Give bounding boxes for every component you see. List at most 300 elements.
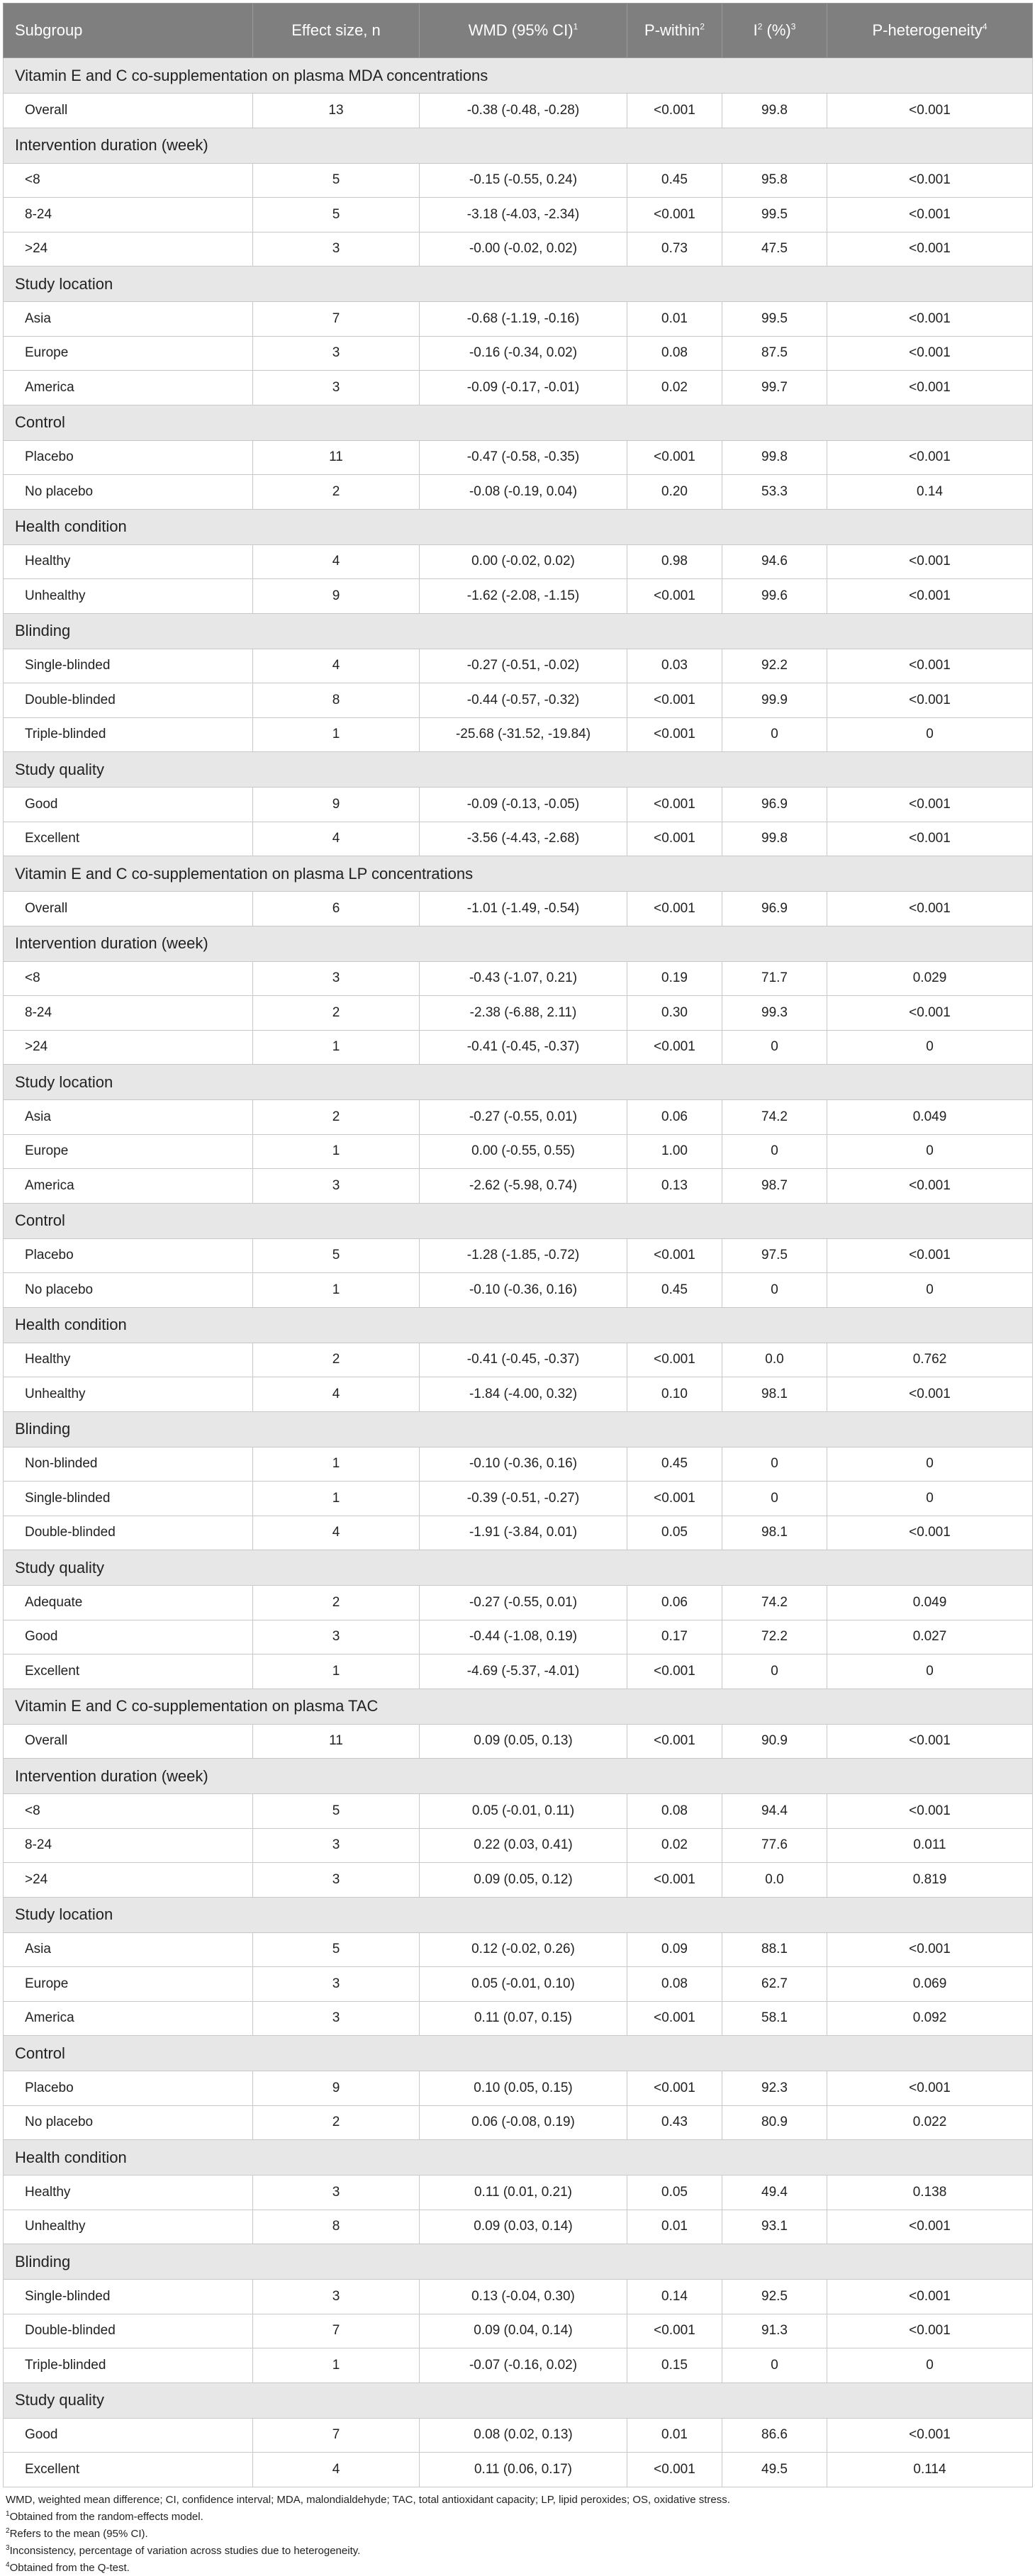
cell-subgroup: Single-blinded <box>4 1482 253 1516</box>
table-row <box>4 1273 1033 1308</box>
cell-p-within: <0.001 <box>627 683 722 718</box>
cell-effect-size: 1 <box>253 1134 420 1169</box>
cell-effect-size: 3 <box>253 1863 420 1898</box>
table-row <box>4 1030 1033 1065</box>
cell-effect-size: 2 <box>253 1100 420 1135</box>
cell-subgroup: Europe <box>4 1134 253 1169</box>
cell-wmd: -0.09 (-0.17, -0.01) <box>420 371 627 405</box>
cell-p-heterogeneity: 0 <box>827 1654 1033 1689</box>
cell-effect-size: 3 <box>253 961 420 996</box>
cell-i2: 0 <box>722 1273 827 1308</box>
cell-subgroup: No placebo <box>4 475 253 510</box>
cell-effect-size: 4 <box>253 2453 420 2487</box>
cell-p-within: 1.00 <box>627 1134 722 1169</box>
cell-wmd: -0.47 (-0.58, -0.35) <box>420 440 627 475</box>
cell-p-heterogeneity: <0.001 <box>827 1377 1033 1412</box>
cell-i2: 99.9 <box>722 683 827 718</box>
cell-subgroup: Excellent <box>4 2453 253 2487</box>
table-row <box>4 649 1033 683</box>
table-row <box>4 2453 1033 2487</box>
cell-p-within: <0.001 <box>627 1724 722 1759</box>
cell-wmd: 0.11 (0.06, 0.17) <box>420 2453 627 2487</box>
cell-p-heterogeneity: <0.001 <box>827 1724 1033 1759</box>
cell-p-heterogeneity: 0 <box>827 1134 1033 1169</box>
section-label: Health condition <box>4 2140 1033 2175</box>
cell-p-heterogeneity: 0.027 <box>827 1620 1033 1654</box>
cell-subgroup: Good <box>4 2418 253 2453</box>
cell-effect-size: 1 <box>253 717 420 752</box>
cell-effect-size: 1 <box>253 2348 420 2383</box>
table-row <box>4 1724 1033 1759</box>
cell-i2: 99.7 <box>722 371 827 405</box>
cell-wmd: -25.68 (-31.52, -19.84) <box>420 717 627 752</box>
cell-p-within: 0.08 <box>627 336 722 371</box>
table-row <box>4 440 1033 475</box>
cell-subgroup: Triple-blinded <box>4 717 253 752</box>
table-row <box>4 336 1033 371</box>
cell-p-within: <0.001 <box>627 2314 722 2348</box>
cell-wmd: -3.18 (-4.03, -2.34) <box>420 198 627 233</box>
section-label: Study location <box>4 1065 1033 1100</box>
header-i2: $I^2$ (%)$^3$ <box>722 4 827 58</box>
cell-i2: 99.5 <box>722 198 827 233</box>
cell-p-within: <0.001 <box>627 94 722 128</box>
cell-effect-size: 13 <box>253 94 420 128</box>
cell-subgroup: America <box>4 2001 253 2036</box>
cell-wmd: -1.28 (-1.85, -0.72) <box>420 1238 627 1273</box>
cell-i2: 96.9 <box>722 788 827 822</box>
section-label: Study quality <box>4 1550 1033 1586</box>
cell-i2: 90.9 <box>722 1724 827 1759</box>
section-label: Blinding <box>4 2244 1033 2280</box>
table-footnotes <box>3 2493 1032 2575</box>
cell-p-within: 0.13 <box>627 1169 722 1204</box>
table-row <box>4 371 1033 405</box>
cell-p-heterogeneity: <0.001 <box>827 232 1033 267</box>
section-label: Intervention duration (week) <box>4 926 1033 961</box>
cell-i2: 49.4 <box>722 2175 827 2210</box>
cell-p-within: 0.45 <box>627 163 722 198</box>
section-label: Control <box>4 2036 1033 2071</box>
cell-subgroup: 8-24 <box>4 996 253 1031</box>
cell-p-within: 0.06 <box>627 1586 722 1620</box>
cell-i2: 92.3 <box>722 2071 827 2106</box>
cell-i2: 49.5 <box>722 2453 827 2487</box>
cell-wmd: -0.10 (-0.36, 0.16) <box>420 1447 627 1482</box>
cell-wmd: -1.91 (-3.84, 0.01) <box>420 1516 627 1550</box>
cell-subgroup: Single-blinded <box>4 2280 253 2314</box>
cell-i2: 62.7 <box>722 1967 827 2002</box>
cell-subgroup: Overall <box>4 1724 253 1759</box>
cell-subgroup: Good <box>4 1620 253 1654</box>
cell-wmd: -0.09 (-0.13, -0.05) <box>420 788 627 822</box>
cell-i2: 98.1 <box>722 1516 827 1550</box>
section-label: Vitamin E and C co-supplementation on plasma TAC <box>4 1689 1033 1724</box>
cell-p-within: 0.73 <box>627 232 722 267</box>
cell-wmd: 0.05 (-0.01, 0.11) <box>420 1794 627 1829</box>
cell-p-heterogeneity: <0.001 <box>827 1932 1033 1967</box>
cell-p-heterogeneity: 0.029 <box>827 961 1033 996</box>
cell-p-within: 0.01 <box>627 2210 722 2244</box>
cell-subgroup: Double-blinded <box>4 683 253 718</box>
table-row <box>4 475 1033 510</box>
table-row <box>4 961 1033 996</box>
cell-i2: 58.1 <box>722 2001 827 2036</box>
cell-effect-size: 4 <box>253 822 420 856</box>
header-effect-size: Effect size, n <box>253 4 420 58</box>
cell-wmd: 0.00 (-0.55, 0.55) <box>420 1134 627 1169</box>
cell-p-heterogeneity: <0.001 <box>827 1238 1033 1273</box>
cell-effect-size: 4 <box>253 544 420 579</box>
cell-p-heterogeneity: 0.049 <box>827 1100 1033 1135</box>
header-wmd: WMD (95% CI)$^1$ <box>420 4 627 58</box>
footnote: $^2$Refers to the mean (95% CI). <box>6 2526 148 2540</box>
cell-i2: 0 <box>722 1134 827 1169</box>
section-header-row <box>4 267 1033 302</box>
table-row <box>4 1967 1033 2002</box>
section-header-row <box>4 1689 1033 1724</box>
section-label: Vitamin E and C co-supplementation on plasma LP concentrations <box>4 856 1033 892</box>
cell-p-heterogeneity: 0.069 <box>827 1967 1033 2002</box>
cell-p-heterogeneity: <0.001 <box>827 2418 1033 2453</box>
cell-effect-size: 2 <box>253 475 420 510</box>
cell-p-heterogeneity: <0.001 <box>827 2280 1033 2314</box>
cell-p-heterogeneity: <0.001 <box>827 788 1033 822</box>
cell-effect-size: 4 <box>253 1377 420 1412</box>
cell-subgroup: >24 <box>4 1030 253 1065</box>
table-row <box>4 2210 1033 2244</box>
cell-p-heterogeneity: <0.001 <box>827 198 1033 233</box>
cell-effect-size: 1 <box>253 1482 420 1516</box>
table-row <box>4 579 1033 614</box>
results-table-container <box>3 3 1032 2575</box>
cell-p-within: <0.001 <box>627 892 722 926</box>
cell-effect-size: 7 <box>253 2418 420 2453</box>
cell-subgroup: Unhealthy <box>4 1377 253 1412</box>
cell-wmd: -0.16 (-0.34, 0.02) <box>420 336 627 371</box>
cell-subgroup: Adequate <box>4 1586 253 1620</box>
section-header-row <box>4 1065 1033 1100</box>
section-header-row <box>4 1759 1033 1794</box>
cell-wmd: -0.07 (-0.16, 0.02) <box>420 2348 627 2383</box>
cell-wmd: 0.09 (0.05, 0.13) <box>420 1724 627 1759</box>
cell-p-within: <0.001 <box>627 440 722 475</box>
cell-i2: 0 <box>722 1654 827 1689</box>
cell-wmd: -0.43 (-1.07, 0.21) <box>420 961 627 996</box>
cell-p-heterogeneity: <0.001 <box>827 2314 1033 2348</box>
cell-p-within: <0.001 <box>627 1238 722 1273</box>
section-label: Study quality <box>4 2382 1033 2418</box>
cell-subgroup: No placebo <box>4 1273 253 1308</box>
cell-p-heterogeneity: <0.001 <box>827 822 1033 856</box>
cell-p-within: 0.15 <box>627 2348 722 2383</box>
cell-p-heterogeneity: 0.819 <box>827 1863 1033 1898</box>
cell-p-heterogeneity: 0.049 <box>827 1586 1033 1620</box>
cell-i2: 99.8 <box>722 440 827 475</box>
section-header-row <box>4 405 1033 440</box>
cell-p-heterogeneity: <0.001 <box>827 94 1033 128</box>
cell-subgroup: Placebo <box>4 440 253 475</box>
cell-effect-size: 2 <box>253 1343 420 1377</box>
footnote: $^3$Inconsistency, percentage of variation across studies due to heterogeneity. <box>6 2543 361 2557</box>
cell-p-within: 0.06 <box>627 1100 722 1135</box>
cell-effect-size: 3 <box>253 232 420 267</box>
cell-effect-size: 5 <box>253 163 420 198</box>
cell-subgroup: 8-24 <box>4 1828 253 1863</box>
table-body <box>4 58 1033 2487</box>
section-header-row <box>4 2036 1033 2071</box>
cell-effect-size: 4 <box>253 1516 420 1550</box>
cell-p-within: 0.43 <box>627 2105 722 2140</box>
cell-i2: 97.5 <box>722 1238 827 1273</box>
cell-wmd: 0.13 (-0.04, 0.30) <box>420 2280 627 2314</box>
cell-effect-size: 5 <box>253 1794 420 1829</box>
table-row <box>4 683 1033 718</box>
cell-i2: 94.4 <box>722 1794 827 1829</box>
cell-p-heterogeneity: <0.001 <box>827 2210 1033 2244</box>
cell-wmd: 0.11 (0.01, 0.21) <box>420 2175 627 2210</box>
cell-wmd: -0.41 (-0.45, -0.37) <box>420 1030 627 1065</box>
cell-effect-size: 4 <box>253 649 420 683</box>
cell-i2: 72.2 <box>722 1620 827 1654</box>
cell-effect-size: 3 <box>253 2175 420 2210</box>
cell-wmd: -0.27 (-0.51, -0.02) <box>420 649 627 683</box>
cell-p-within: 0.01 <box>627 2418 722 2453</box>
cell-i2: 80.9 <box>722 2105 827 2140</box>
cell-effect-size: 8 <box>253 2210 420 2244</box>
cell-p-heterogeneity: <0.001 <box>827 440 1033 475</box>
cell-p-within: <0.001 <box>627 788 722 822</box>
cell-p-within: <0.001 <box>627 579 722 614</box>
cell-p-within: <0.001 <box>627 2453 722 2487</box>
section-header-row <box>4 1307 1033 1343</box>
cell-i2: 94.6 <box>722 544 827 579</box>
cell-wmd: -1.84 (-4.00, 0.32) <box>420 1377 627 1412</box>
cell-p-within: 0.05 <box>627 2175 722 2210</box>
cell-subgroup: Healthy <box>4 544 253 579</box>
cell-p-within: 0.10 <box>627 1377 722 1412</box>
cell-p-heterogeneity: 0 <box>827 1447 1033 1482</box>
table-row <box>4 996 1033 1031</box>
cell-subgroup: <8 <box>4 163 253 198</box>
cell-subgroup: Placebo <box>4 1238 253 1273</box>
table-row <box>4 163 1033 198</box>
cell-p-within: <0.001 <box>627 1030 722 1065</box>
cell-subgroup: Non-blinded <box>4 1447 253 1482</box>
section-header-row <box>4 1550 1033 1586</box>
cell-i2: 47.5 <box>722 232 827 267</box>
cell-effect-size: 3 <box>253 2001 420 2036</box>
table-row <box>4 2071 1033 2106</box>
cell-p-heterogeneity: <0.001 <box>827 544 1033 579</box>
cell-p-within: 0.30 <box>627 996 722 1031</box>
cell-effect-size: 3 <box>253 1828 420 1863</box>
header-p-heterogeneity: P-heterogeneity$^4$ <box>827 4 1033 58</box>
section-header-row <box>4 1411 1033 1447</box>
cell-i2: 71.7 <box>722 961 827 996</box>
cell-wmd: -0.41 (-0.45, -0.37) <box>420 1343 627 1377</box>
cell-effect-size: 6 <box>253 892 420 926</box>
cell-i2: 0.0 <box>722 1863 827 1898</box>
cell-effect-size: 3 <box>253 1620 420 1654</box>
table-row <box>4 892 1033 926</box>
section-header-row <box>4 1897 1033 1932</box>
cell-p-heterogeneity: <0.001 <box>827 892 1033 926</box>
cell-p-heterogeneity: 0.14 <box>827 475 1033 510</box>
cell-effect-size: 5 <box>253 1238 420 1273</box>
cell-wmd: -1.01 (-1.49, -0.54) <box>420 892 627 926</box>
section-label: Vitamin E and C co-supplementation on plasma MDA concentrations <box>4 58 1033 94</box>
cell-p-within: <0.001 <box>627 717 722 752</box>
table-row <box>4 2314 1033 2348</box>
cell-p-heterogeneity: <0.001 <box>827 302 1033 337</box>
cell-wmd: 0.00 (-0.02, 0.02) <box>420 544 627 579</box>
section-label: Blinding <box>4 613 1033 649</box>
cell-wmd: -0.44 (-0.57, -0.32) <box>420 683 627 718</box>
cell-p-within: 0.09 <box>627 1932 722 1967</box>
cell-effect-size: 3 <box>253 1967 420 2002</box>
cell-p-heterogeneity: <0.001 <box>827 683 1033 718</box>
table-row <box>4 1620 1033 1654</box>
section-header-row <box>4 58 1033 94</box>
table-row <box>4 788 1033 822</box>
section-label: Control <box>4 405 1033 440</box>
cell-p-heterogeneity: 0 <box>827 717 1033 752</box>
cell-p-within: <0.001 <box>627 1343 722 1377</box>
cell-subgroup: Placebo <box>4 2071 253 2106</box>
cell-wmd: -0.08 (-0.19, 0.04) <box>420 475 627 510</box>
cell-p-heterogeneity: <0.001 <box>827 1794 1033 1829</box>
cell-p-within: 0.03 <box>627 649 722 683</box>
cell-wmd: 0.12 (-0.02, 0.26) <box>420 1932 627 1967</box>
cell-i2: 88.1 <box>722 1932 827 1967</box>
cell-p-within: <0.001 <box>627 1654 722 1689</box>
table-header <box>4 4 1033 58</box>
table-row <box>4 2418 1033 2453</box>
cell-p-heterogeneity: 0.114 <box>827 2453 1033 2487</box>
cell-wmd: -0.00 (-0.02, 0.02) <box>420 232 627 267</box>
cell-wmd: -0.15 (-0.55, 0.24) <box>420 163 627 198</box>
cell-p-heterogeneity: <0.001 <box>827 371 1033 405</box>
cell-i2: 77.6 <box>722 1828 827 1863</box>
section-header-row <box>4 926 1033 961</box>
cell-subgroup: Asia <box>4 302 253 337</box>
section-header-row <box>4 856 1033 892</box>
table-row <box>4 1586 1033 1620</box>
cell-p-within: 0.98 <box>627 544 722 579</box>
section-label: Blinding <box>4 1411 1033 1447</box>
cell-p-within: 0.45 <box>627 1273 722 1308</box>
cell-i2: 93.1 <box>722 2210 827 2244</box>
cell-wmd: 0.22 (0.03, 0.41) <box>420 1828 627 1863</box>
cell-subgroup: 8-24 <box>4 198 253 233</box>
table-row <box>4 1238 1033 1273</box>
cell-p-within: 0.01 <box>627 302 722 337</box>
cell-effect-size: 11 <box>253 1724 420 1759</box>
cell-p-within: 0.17 <box>627 1620 722 1654</box>
cell-wmd: -3.56 (-4.43, -2.68) <box>420 822 627 856</box>
cell-wmd: 0.09 (0.03, 0.14) <box>420 2210 627 2244</box>
cell-p-heterogeneity: <0.001 <box>827 1169 1033 1204</box>
table-row <box>4 1447 1033 1482</box>
cell-i2: 92.5 <box>722 2280 827 2314</box>
cell-effect-size: 3 <box>253 2280 420 2314</box>
section-header-row <box>4 128 1033 163</box>
cell-subgroup: Triple-blinded <box>4 2348 253 2383</box>
cell-wmd: -0.10 (-0.36, 0.16) <box>420 1273 627 1308</box>
table-row <box>4 1828 1033 1863</box>
cell-subgroup: <8 <box>4 961 253 996</box>
cell-i2: 0 <box>722 1482 827 1516</box>
table-row <box>4 1169 1033 1204</box>
cell-subgroup: Overall <box>4 892 253 926</box>
header-p-within: P-within$^2$ <box>627 4 722 58</box>
cell-i2: 92.2 <box>722 649 827 683</box>
cell-i2: 86.6 <box>722 2418 827 2453</box>
cell-i2: 98.1 <box>722 1377 827 1412</box>
cell-p-within: <0.001 <box>627 198 722 233</box>
cell-subgroup: America <box>4 371 253 405</box>
cell-wmd: 0.06 (-0.08, 0.19) <box>420 2105 627 2140</box>
cell-effect-size: 7 <box>253 2314 420 2348</box>
cell-p-heterogeneity: <0.001 <box>827 579 1033 614</box>
section-header-row <box>4 1203 1033 1238</box>
section-header-row <box>4 2382 1033 2418</box>
cell-p-within: 0.02 <box>627 371 722 405</box>
table-row <box>4 1100 1033 1135</box>
cell-subgroup: Single-blinded <box>4 649 253 683</box>
cell-wmd: -0.68 (-1.19, -0.16) <box>420 302 627 337</box>
footnote: WMD, weighted mean difference; CI, confidence interval; MDA, malondialdehyde; TAC, total antioxidant capacity; LP, lipid peroxides; OS, oxidative stress. <box>6 2493 730 2506</box>
cell-p-heterogeneity: <0.001 <box>827 163 1033 198</box>
cell-p-heterogeneity: 0 <box>827 2348 1033 2383</box>
cell-i2: 74.2 <box>722 1586 827 1620</box>
cell-subgroup: Healthy <box>4 1343 253 1377</box>
cell-p-heterogeneity: <0.001 <box>827 336 1033 371</box>
cell-effect-size: 11 <box>253 440 420 475</box>
cell-wmd: -0.27 (-0.55, 0.01) <box>420 1586 627 1620</box>
table-row <box>4 2348 1033 2383</box>
cell-subgroup: >24 <box>4 232 253 267</box>
table-row <box>4 1134 1033 1169</box>
cell-i2: 74.2 <box>722 1100 827 1135</box>
cell-wmd: -0.27 (-0.55, 0.01) <box>420 1100 627 1135</box>
cell-p-heterogeneity: 0 <box>827 1273 1033 1308</box>
cell-subgroup: Unhealthy <box>4 2210 253 2244</box>
cell-subgroup: <8 <box>4 1794 253 1829</box>
cell-wmd: -0.39 (-0.51, -0.27) <box>420 1482 627 1516</box>
table-row <box>4 822 1033 856</box>
cell-effect-size: 2 <box>253 996 420 1031</box>
cell-effect-size: 1 <box>253 1273 420 1308</box>
table-row <box>4 1794 1033 1829</box>
cell-p-heterogeneity: <0.001 <box>827 996 1033 1031</box>
cell-subgroup: >24 <box>4 1863 253 1898</box>
cell-subgroup: Double-blinded <box>4 2314 253 2348</box>
cell-i2: 95.8 <box>722 163 827 198</box>
section-header-row <box>4 509 1033 544</box>
cell-p-heterogeneity: 0.022 <box>827 2105 1033 2140</box>
table-row <box>4 1377 1033 1412</box>
cell-p-heterogeneity: 0 <box>827 1030 1033 1065</box>
cell-subgroup: Asia <box>4 1932 253 1967</box>
cell-i2: 99.6 <box>722 579 827 614</box>
table-row <box>4 302 1033 337</box>
cell-p-within: <0.001 <box>627 822 722 856</box>
cell-p-heterogeneity: <0.001 <box>827 1516 1033 1550</box>
section-label: Control <box>4 1203 1033 1238</box>
cell-effect-size: 9 <box>253 2071 420 2106</box>
